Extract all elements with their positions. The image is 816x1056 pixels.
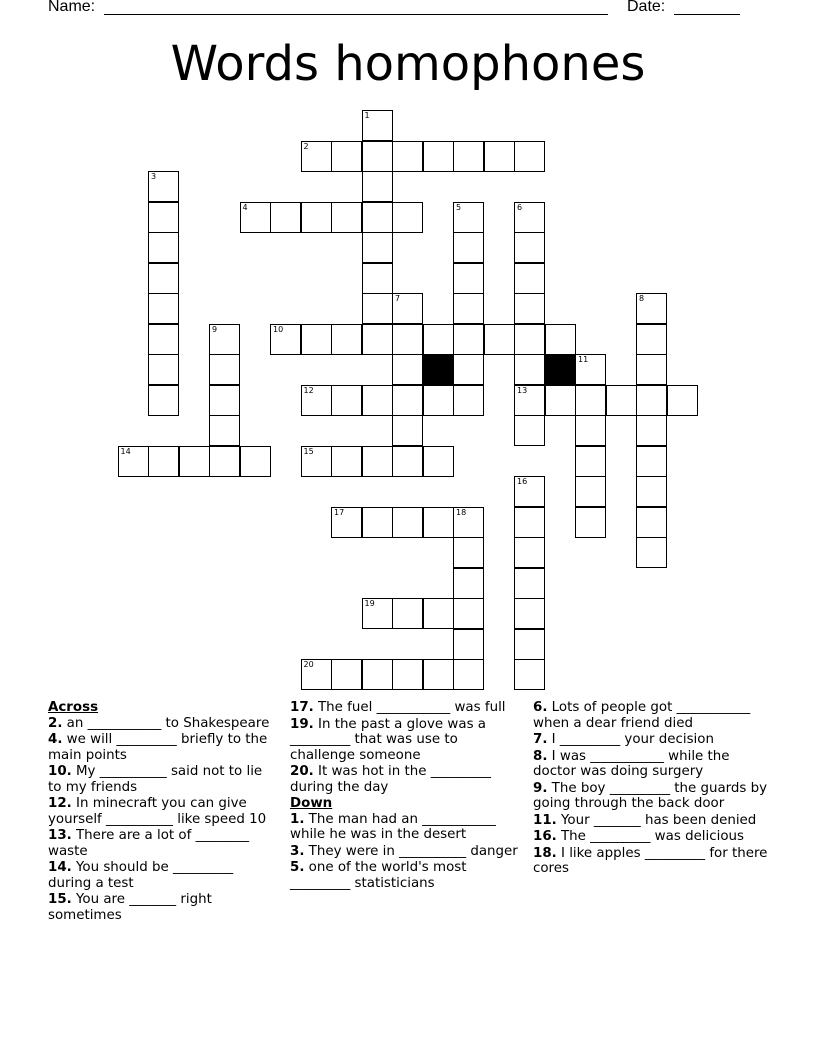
crossword-cell[interactable] bbox=[392, 324, 423, 355]
crossword-cell[interactable] bbox=[636, 415, 667, 446]
crossword-cell[interactable] bbox=[392, 507, 423, 538]
clue-text: You are _______ right sometimes bbox=[48, 892, 212, 923]
crossword-cell[interactable] bbox=[362, 232, 393, 263]
crossword-cell[interactable] bbox=[362, 385, 393, 416]
cell-number: 19 bbox=[364, 599, 375, 608]
crossword-cell[interactable] bbox=[423, 446, 454, 477]
clue-number: 15. bbox=[48, 892, 72, 907]
clue-text: They were in __________ danger bbox=[308, 843, 518, 859]
crossword-cell[interactable] bbox=[575, 476, 606, 507]
crossword-cell[interactable] bbox=[453, 629, 484, 660]
clue-item bbox=[290, 764, 522, 795]
crossword-cell[interactable] bbox=[362, 263, 393, 294]
crossword-cell[interactable] bbox=[270, 324, 301, 355]
crossword-cell[interactable] bbox=[148, 354, 179, 385]
clues-column-1 bbox=[48, 700, 276, 924]
clue-item bbox=[533, 700, 769, 731]
crossword-cell[interactable] bbox=[484, 324, 515, 355]
cell-number: 1 bbox=[364, 111, 370, 120]
clue-text: In the past a glove was a _________ that was use to challenge someone bbox=[290, 716, 487, 763]
crossword-cell[interactable] bbox=[392, 293, 423, 324]
crossword-cell[interactable] bbox=[514, 629, 545, 660]
crossword-cell[interactable] bbox=[118, 446, 149, 477]
crossword-cell[interactable] bbox=[362, 171, 393, 202]
crossword-cell[interactable] bbox=[362, 110, 393, 141]
crossword-cell[interactable] bbox=[301, 385, 332, 416]
clue-number: 19. bbox=[290, 716, 314, 732]
crossword-cell[interactable] bbox=[514, 476, 545, 507]
crossword-cell[interactable] bbox=[453, 232, 484, 263]
clue-text: I like apples _________ for there cores bbox=[533, 845, 768, 876]
crossword-cell[interactable] bbox=[545, 385, 576, 416]
clue-item bbox=[533, 749, 769, 780]
crossword-cell[interactable] bbox=[453, 324, 484, 355]
crossword-cell[interactable] bbox=[423, 141, 454, 172]
cell-number: 17 bbox=[334, 507, 345, 517]
crossword-cell[interactable] bbox=[636, 324, 667, 355]
clues-column-2 bbox=[290, 700, 522, 892]
crossword-cell[interactable] bbox=[148, 232, 179, 263]
crossword-cell[interactable] bbox=[209, 354, 240, 385]
crossword-cell[interactable] bbox=[331, 385, 362, 416]
cell-number: 5 bbox=[456, 202, 462, 212]
crossword-cell[interactable] bbox=[423, 598, 454, 629]
crossword-cell[interactable] bbox=[453, 507, 484, 538]
crossword-cell[interactable] bbox=[667, 385, 698, 416]
crossword-cell[interactable] bbox=[636, 446, 667, 477]
crossword-cell[interactable] bbox=[362, 293, 393, 324]
cell-number: 14 bbox=[120, 446, 131, 456]
across-heading: Across bbox=[48, 700, 99, 715]
crossword-cell[interactable] bbox=[209, 415, 240, 446]
cell-number: 9 bbox=[212, 324, 218, 334]
clue-item bbox=[533, 829, 769, 845]
crossword-cell[interactable] bbox=[423, 385, 454, 416]
clue-text: I _________ your decision bbox=[551, 732, 714, 747]
clue-text: an ___________ to Shakespeare bbox=[66, 715, 270, 731]
clue-text: Lots of people got ___________ when a dear friend died bbox=[533, 700, 751, 731]
crossword-cell[interactable] bbox=[514, 415, 545, 446]
crossword-cell[interactable] bbox=[270, 202, 301, 233]
crossword-cell[interactable] bbox=[209, 385, 240, 416]
name-field[interactable] bbox=[104, 0, 608, 15]
crossword-cell[interactable] bbox=[636, 476, 667, 507]
crossword-cell[interactable] bbox=[514, 232, 545, 263]
crossword-cell[interactable] bbox=[575, 415, 606, 446]
crossword-cell[interactable] bbox=[514, 141, 545, 172]
clue-item bbox=[48, 732, 276, 763]
clue-number: 4. bbox=[48, 732, 63, 747]
crossword-cell[interactable] bbox=[301, 446, 332, 477]
crossword-cell[interactable] bbox=[575, 354, 606, 385]
black-square bbox=[545, 354, 576, 385]
crossword-cell[interactable] bbox=[331, 141, 362, 172]
crossword-cell[interactable] bbox=[240, 202, 271, 233]
crossword-cell[interactable] bbox=[514, 354, 545, 385]
crossword-cell[interactable] bbox=[392, 141, 423, 172]
crossword-cell[interactable] bbox=[453, 293, 484, 324]
clue-item bbox=[290, 717, 522, 764]
clue-text: My __________ said not to lie to my friends bbox=[48, 764, 263, 795]
clue-number: 11. bbox=[533, 812, 557, 828]
clue-number: 1. bbox=[290, 811, 305, 827]
crossword-cell[interactable] bbox=[545, 324, 576, 355]
crossword-cell[interactable] bbox=[484, 141, 515, 172]
clue-item bbox=[533, 732, 769, 748]
crossword-cell[interactable] bbox=[575, 385, 606, 416]
crossword-cell[interactable] bbox=[453, 659, 484, 690]
clue-text: You should be _________ during a test bbox=[48, 860, 234, 891]
clue-item bbox=[290, 812, 522, 843]
cell-number: 3 bbox=[151, 172, 157, 181]
crossword-cell[interactable] bbox=[636, 537, 667, 568]
clue-number: 2. bbox=[48, 715, 63, 731]
crossword-cell[interactable] bbox=[606, 385, 637, 416]
crossword-cell[interactable] bbox=[331, 202, 362, 233]
crossword-cell[interactable] bbox=[636, 385, 667, 416]
clue-item bbox=[533, 846, 769, 877]
clue-number: 13. bbox=[48, 828, 72, 843]
crossword-cell[interactable] bbox=[148, 293, 179, 324]
clue-item bbox=[48, 892, 276, 923]
clue-number: 8. bbox=[533, 748, 548, 764]
clue-number: 16. bbox=[533, 829, 557, 844]
clue-text: Your _______ has been denied bbox=[561, 812, 757, 828]
crossword-cell[interactable] bbox=[362, 598, 393, 629]
clue-item bbox=[48, 860, 276, 891]
crossword-cell[interactable] bbox=[331, 507, 362, 538]
black-square bbox=[423, 354, 454, 385]
crossword-cell[interactable] bbox=[575, 507, 606, 538]
crossword-cell[interactable] bbox=[423, 324, 454, 355]
crossword-cell[interactable] bbox=[514, 385, 545, 416]
crossword-cell[interactable] bbox=[331, 446, 362, 477]
cell-number: 8 bbox=[639, 294, 645, 303]
crossword-cell[interactable] bbox=[423, 507, 454, 538]
clue-number: 6. bbox=[533, 700, 548, 715]
cell-number: 4 bbox=[242, 202, 248, 212]
clue-number: 20. bbox=[290, 764, 314, 779]
clue-item bbox=[533, 813, 769, 829]
crossword-cell[interactable] bbox=[392, 202, 423, 233]
crossword-cell[interactable] bbox=[301, 659, 332, 690]
date-field[interactable] bbox=[674, 0, 740, 15]
crossword-cell[interactable] bbox=[575, 446, 606, 477]
clue-text: It was hot in the _________ during the day bbox=[290, 764, 491, 795]
cell-number: 7 bbox=[395, 294, 401, 303]
crossword-cell[interactable] bbox=[636, 293, 667, 324]
crossword-cell[interactable] bbox=[636, 354, 667, 385]
crossword-cell[interactable] bbox=[514, 537, 545, 568]
crossword-cell[interactable] bbox=[392, 385, 423, 416]
clue-text: The man had an ___________ while he was in the desert bbox=[290, 811, 496, 842]
clue-number: 10. bbox=[48, 764, 72, 779]
crossword-cell[interactable] bbox=[636, 507, 667, 538]
crossword-cell[interactable] bbox=[362, 659, 393, 690]
clue-text: In minecraft you can give yourself __________ like speed 10 bbox=[48, 796, 267, 827]
cell-number: 11 bbox=[578, 355, 589, 364]
crossword-cell[interactable] bbox=[514, 293, 545, 324]
clue-text: The _________ was delicious bbox=[561, 829, 744, 844]
cell-number: 12 bbox=[303, 385, 314, 395]
crossword-cell[interactable] bbox=[453, 385, 484, 416]
crossword-cell[interactable] bbox=[392, 354, 423, 385]
clue-item bbox=[533, 781, 769, 812]
crossword-cell[interactable] bbox=[362, 446, 393, 477]
name-label: Name: bbox=[48, 0, 96, 15]
clue-number: 9. bbox=[533, 780, 548, 796]
crossword-cell[interactable] bbox=[514, 202, 545, 233]
crossword-cell[interactable] bbox=[453, 141, 484, 172]
down-heading: Down bbox=[290, 796, 333, 811]
clue-number: 17. bbox=[290, 700, 314, 715]
clue-text: we will _________ briefly to the main points bbox=[48, 732, 268, 763]
crossword-cell[interactable] bbox=[392, 415, 423, 446]
clue-item bbox=[48, 764, 276, 795]
clue-text: The fuel ___________ was full bbox=[318, 700, 506, 715]
crossword-cell[interactable] bbox=[453, 354, 484, 385]
cell-number: 2 bbox=[303, 141, 309, 151]
crossword-cell[interactable] bbox=[148, 171, 179, 202]
header bbox=[48, 0, 744, 18]
crossword-cell[interactable] bbox=[514, 568, 545, 599]
cell-number: 16 bbox=[517, 477, 528, 486]
crossword-cell[interactable] bbox=[362, 141, 393, 172]
clue-item bbox=[48, 716, 276, 732]
cell-number: 10 bbox=[273, 324, 284, 334]
crossword-cell[interactable] bbox=[148, 202, 179, 233]
crossword-cell[interactable] bbox=[301, 141, 332, 172]
clue-item bbox=[290, 860, 522, 891]
crossword-cell[interactable] bbox=[362, 202, 393, 233]
cell-number: 20 bbox=[303, 660, 314, 669]
clue-text: There are a lot of ________ waste bbox=[48, 828, 250, 859]
clue-text: one of the world's most _________ statisticians bbox=[290, 860, 467, 891]
crossword-cell[interactable] bbox=[148, 385, 179, 416]
crossword-cell[interactable] bbox=[514, 324, 545, 355]
crossword-cell[interactable] bbox=[179, 446, 210, 477]
crossword-cell[interactable] bbox=[392, 659, 423, 690]
crossword-cell[interactable] bbox=[362, 324, 393, 355]
crossword-cell[interactable] bbox=[453, 537, 484, 568]
crossword-cell[interactable] bbox=[514, 659, 545, 690]
crossword-cell[interactable] bbox=[148, 263, 179, 294]
clue-item bbox=[290, 844, 522, 860]
clue-number: 12. bbox=[48, 796, 72, 811]
crossword-cell[interactable] bbox=[453, 598, 484, 629]
crossword-cell[interactable] bbox=[453, 202, 484, 233]
crossword-cell[interactable] bbox=[301, 202, 332, 233]
page-title: Words homophones bbox=[170, 36, 646, 92]
crossword-cell[interactable] bbox=[514, 598, 545, 629]
crossword-cell[interactable] bbox=[423, 659, 454, 690]
cell-number: 13 bbox=[517, 385, 528, 395]
crossword-cell[interactable] bbox=[453, 568, 484, 599]
clue-text: I was ___________ while the doctor was doing surgery bbox=[533, 748, 730, 779]
crossword-cell[interactable] bbox=[209, 324, 240, 355]
clue-number: 3. bbox=[290, 843, 305, 859]
crossword-cell[interactable] bbox=[392, 598, 423, 629]
cell-number: 15 bbox=[303, 446, 314, 456]
crossword-cell[interactable] bbox=[301, 324, 332, 355]
crossword-cell[interactable] bbox=[392, 446, 423, 477]
crossword-cell[interactable] bbox=[331, 659, 362, 690]
crossword-cell[interactable] bbox=[514, 263, 545, 294]
date-label: Date: bbox=[627, 0, 666, 15]
clue-number: 7. bbox=[533, 732, 548, 747]
clues-column-3 bbox=[533, 700, 769, 878]
clue-number: 5. bbox=[290, 860, 305, 875]
crossword-cell[interactable] bbox=[331, 324, 362, 355]
crossword-cell[interactable] bbox=[209, 446, 240, 477]
clue-number: 18. bbox=[533, 845, 557, 861]
clue-item bbox=[290, 700, 522, 716]
crossword-cell[interactable] bbox=[148, 446, 179, 477]
crossword-cell[interactable] bbox=[240, 446, 271, 477]
clue-number: 14. bbox=[48, 860, 72, 875]
cell-number: 6 bbox=[517, 202, 523, 212]
crossword-cell[interactable] bbox=[514, 507, 545, 538]
crossword-cell[interactable] bbox=[362, 507, 393, 538]
cell-number: 18 bbox=[456, 507, 467, 517]
crossword-cell[interactable] bbox=[453, 263, 484, 294]
crossword-cell[interactable] bbox=[148, 324, 179, 355]
clue-item bbox=[48, 828, 276, 859]
clue-item bbox=[48, 796, 276, 827]
clue-text: The boy _________ the guards by going through the back door bbox=[533, 780, 768, 811]
